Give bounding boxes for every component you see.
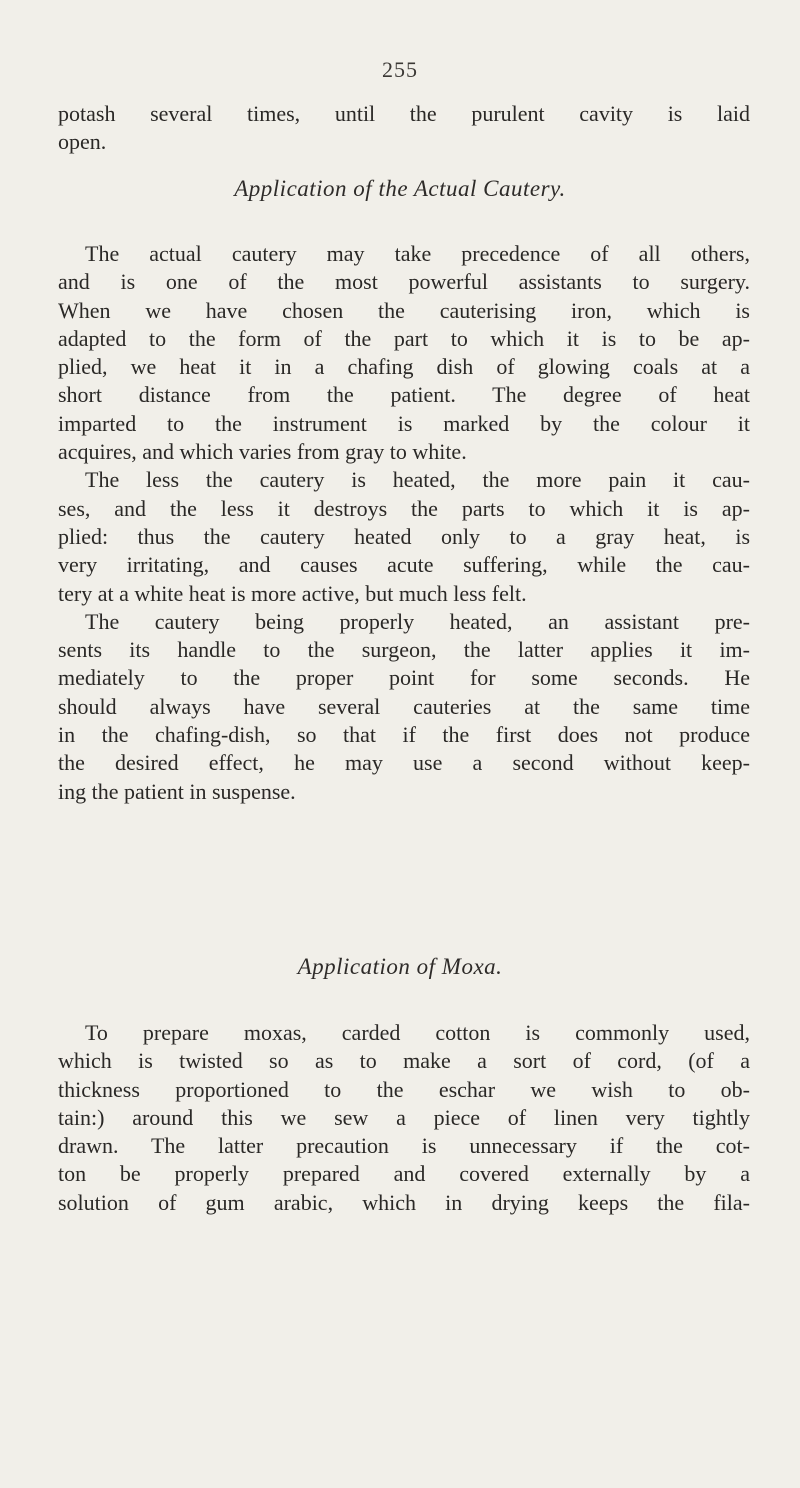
- text-line: should always have several cauteries at the same time: [58, 693, 750, 719]
- section-heading-actual-cautery: Application of the Actual Cautery.: [234, 176, 566, 201]
- text-line: imparted to the instrument is marked by the colour it: [58, 410, 750, 436]
- section-heading-moxa: Application of Moxa.: [297, 954, 503, 979]
- opening-paragraph: [58, 100, 750, 157]
- text-line: plied, we heat it in a chafing dish of glowing coals at a: [58, 354, 750, 380]
- text-line: The less the cautery is heated, the more pain it cau-: [85, 467, 750, 493]
- text-line: adapted to the form of the part to which it is to be ap-: [58, 325, 750, 351]
- text-line: potash several times, until the purulent cavity is laid: [58, 101, 750, 126]
- text-line: and is one of the most powerful assistants to surgery.: [58, 269, 750, 295]
- text-line: thickness proportioned to the eschar we wish to ob-: [58, 1076, 750, 1102]
- text-line: sents its handle to the surgeon, the latter applies it im-: [58, 637, 750, 663]
- text-line: short distance from the patient. The degree of heat: [58, 382, 750, 408]
- text-line: The actual cautery may take precedence of all others,: [85, 241, 750, 266]
- page-number: 255: [382, 57, 418, 82]
- text-line: plied: thus the cautery heated only to a gray heat, is: [58, 523, 750, 549]
- text-line: To prepare moxas, carded cotton is commonly used,: [85, 1020, 750, 1045]
- text-line: The cautery being properly heated, an assistant pre-: [85, 608, 750, 634]
- text-line: acquires, and which varies from gray to white.: [58, 439, 467, 465]
- text-line: open.: [58, 129, 107, 155]
- text-line: ton be properly prepared and covered externally by a: [58, 1161, 750, 1187]
- text-line: the desired effect, he may use a second without keep-: [58, 750, 750, 776]
- text-line: tain:) around this we sew a piece of linen very tightly: [58, 1104, 750, 1130]
- text-line: very irritating, and causes acute suffering, while the cau-: [58, 552, 750, 578]
- text-line: drawn. The latter precaution is unnecessary if the cot-: [58, 1133, 750, 1159]
- section-body-moxa: [58, 1019, 750, 1217]
- text-line: When we have chosen the cauterising iron, which is: [58, 297, 750, 323]
- text-line: tery at a white heat is more active, but much less felt.: [58, 580, 527, 606]
- text-line: which is twisted so as to make a sort of cord, (of a: [58, 1048, 750, 1074]
- text-line: ses, and the less it destroys the parts to which it is ap-: [58, 495, 750, 521]
- text-line: mediately to the proper point for some seconds. He: [58, 665, 750, 691]
- text-line: ing the patient in suspense.: [58, 778, 296, 804]
- text-line: in the chafing-dish, so that if the first does not produce: [58, 722, 750, 748]
- text-line: solution of gum arabic, which in drying keeps the fila-: [58, 1189, 750, 1215]
- section-body-actual-cautery: [58, 240, 750, 806]
